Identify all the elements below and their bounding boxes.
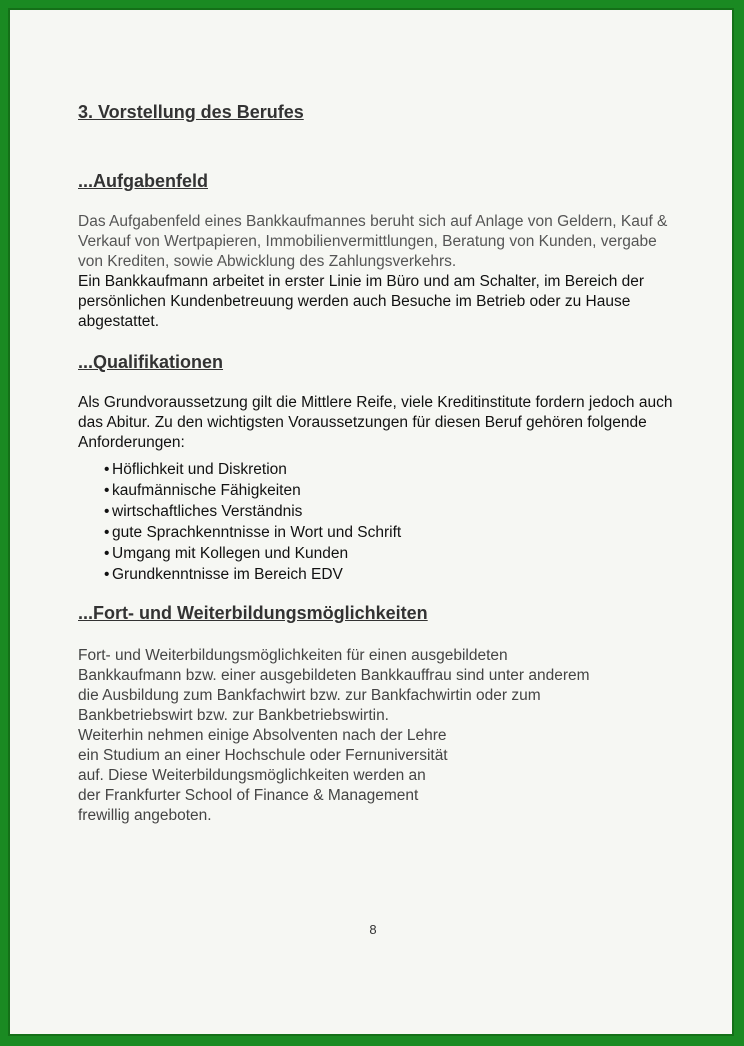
requirements-list xyxy=(78,459,678,585)
list-item: • Höflichkeit und Diskretion xyxy=(104,461,287,478)
list-item: • gute Sprachkenntnisse in Wort und Schrift xyxy=(104,524,402,541)
paragraph-qualifikationen: Als Grundvoraussetzung gilt die Mittlere Reife, viele Kreditinstitute fordern jedoch auch das Abitur. Zu den wichtigsten Voraussetzungen für diesen Beruf gehören folgende Anforderungen: xyxy=(78,394,673,451)
page-content xyxy=(78,102,678,826)
paragraph-aufgabenfeld-2: Ein Bankkaufmann arbeitet in erster Linie im Büro und am Schalter, im Bereich der persönlichen Kundenbetreuung werden auch Besuche im Betrieb oder zu Hause abgestattet. xyxy=(78,273,645,330)
heading-weiterbildung: ...Fort- und Weiterbildungsmöglichkeiten xyxy=(78,603,428,623)
list-item: • Umgang mit Kollegen und Kunden xyxy=(104,545,349,562)
document-page xyxy=(8,8,734,1036)
heading-aufgabenfeld: ...Aufgabenfeld xyxy=(78,171,208,191)
heading-qualifikationen: ...Qualifikationen xyxy=(78,352,224,372)
list-item: • wirtschaftliches Verständnis xyxy=(104,503,303,520)
list-item: • Grundkenntnisse im Bereich EDV xyxy=(104,566,343,583)
paragraph-aufgabenfeld-1: Das Aufgabenfeld eines Bankkaufmannes beruht sich auf Anlage von Geldern, Kauf & Verkauf von Wertpapieren, Immobilienvermittlungen, Beratung von Kunden, vergabe von Krediten, sowie Abwicklung des Zahlungsverkehrs. xyxy=(78,213,668,270)
paragraph-weiterbildung: Fort- und Weiterbildungsmöglichkeiten für einen ausgebildeten Bankkaufmann bzw. einer ausgebildeten Bankkauffrau sind unter anderem die Ausbildung zum Bankfachwirt bzw. zur Bankfachwirtin oder zum Bankbetriebswirt bzw. zur Bankbetriebswirtin. Weiterhin nehmen einige Absolventen nach der Lehre ein Studium an einer Hochschule oder Fernuniversität auf. Diese Weiterbildungsmöglichkeiten werden an der Frankfurter School of Finance & Management frewillig angeboten. xyxy=(78,647,590,824)
section-title: 3. Vorstellung des Berufes xyxy=(78,102,304,122)
list-item: • kaufmännische Fähigkeiten xyxy=(104,482,301,499)
page-number: 8 xyxy=(369,922,377,937)
